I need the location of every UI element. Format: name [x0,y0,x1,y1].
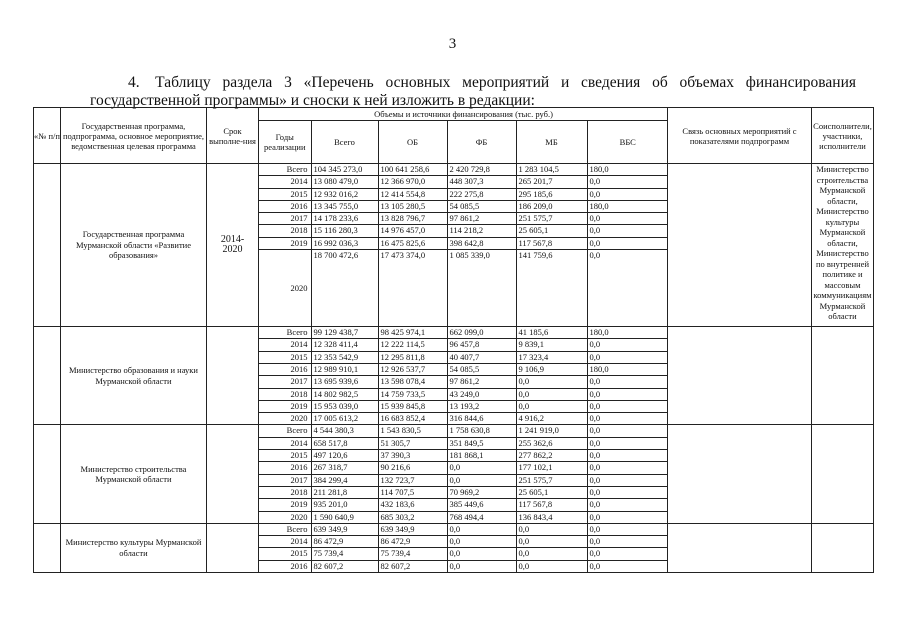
funding-row [259,499,668,511]
funding-row [259,413,668,425]
funding-row [259,164,668,176]
funding-row [259,339,668,351]
program-block [34,523,874,572]
block-link-cell [668,425,812,523]
year-cell: 2016 [259,200,311,212]
vbs-cell: 0,0 [587,548,668,560]
ob-cell: 15 939 845,8 [378,400,447,412]
vbs-cell: 180,0 [587,363,668,375]
funding-row [259,237,668,249]
fb-cell: 114 218,2 [447,225,516,237]
ob-cell: 14 976 457,0 [378,225,447,237]
total-cell: 12 932 016,2 [311,188,378,200]
mb-cell: 117 567,8 [516,499,587,511]
header-years: Годы реализации [259,121,311,163]
vbs-cell: 0,0 [587,413,668,425]
mb-cell: 0,0 [516,536,587,548]
fb-cell: 0,0 [447,560,516,572]
year-cell: 2015 [259,450,311,462]
year-cell: 2020 [259,511,311,523]
fb-cell: 70 969,2 [447,486,516,498]
header-program: Государственная программа, подпрограмма, основное мероприятие, ведомственная целевая программа [61,108,207,164]
block-funding-table [259,327,668,424]
ob-cell: 75 739,4 [378,548,447,560]
block-term [207,327,259,425]
total-cell: 16 992 036,3 [311,237,378,249]
header-coexecutors: Соисполнители, участники, исполнители [812,108,874,164]
fb-cell: 448 307,3 [447,176,516,188]
year-cell: Всего [259,524,311,536]
year-cell: 2015 [259,351,311,363]
funding-row [259,536,668,548]
total-cell: 935 201,0 [311,499,378,511]
block-link-cell [668,164,812,327]
block-num-cell [34,327,61,425]
total-cell: 82 607,2 [311,560,378,572]
mb-cell: 17 323,4 [516,351,587,363]
funding-row [259,250,668,327]
ob-cell: 16 475 825,6 [378,237,447,249]
ob-cell: 1 543 830,5 [378,425,447,437]
block-num-cell [34,425,61,523]
total-cell: 13 695 939,6 [311,376,378,388]
year-cell: 2016 [259,363,311,375]
ob-cell: 13 105 280,5 [378,200,447,212]
total-cell: 104 345 273,0 [311,164,378,176]
year-cell: 2017 [259,213,311,225]
heading-line-2: государственной программы» и сноски к ней изложить в редакции: [90,92,535,109]
ob-cell: 17 473 374,0 [378,250,447,327]
year-cell: 2019 [259,400,311,412]
vbs-cell: 180,0 [587,200,668,212]
header-funding-group: Объемы и источники финансирования (тыс. руб.) [259,108,668,121]
year-cell: 2016 [259,462,311,474]
year-cell: 2014 [259,339,311,351]
mb-cell: 25 605,1 [516,486,587,498]
total-cell: 86 472,9 [311,536,378,548]
block-program-name: Министерство строительства Мурманской области [61,425,207,523]
fb-cell: 1 758 630,8 [447,425,516,437]
ob-cell: 12 414 554,8 [378,188,447,200]
block-program-name: Министерство образования и науки Мурманской области [61,327,207,425]
year-cell: Всего [259,425,311,437]
year-cell: 2014 [259,536,311,548]
block-num-cell [34,164,61,327]
vbs-cell: 0,0 [587,213,668,225]
year-cell: 2014 [259,176,311,188]
fb-cell: 0,0 [447,462,516,474]
vbs-cell: 0,0 [587,437,668,449]
fb-cell: 662 099,0 [447,327,516,339]
total-cell: 12 353 542,9 [311,351,378,363]
funding-row [259,560,668,572]
header-total: Всего [311,121,378,163]
header-mb: МБ [516,121,587,163]
total-cell: 14 802 982,5 [311,388,378,400]
vbs-cell: 180,0 [587,327,668,339]
ob-cell: 12 926 537,7 [378,363,447,375]
year-cell: 2016 [259,560,311,572]
total-cell: 15 953 039,0 [311,400,378,412]
year-cell: 2020 [259,250,311,327]
mb-cell: 251 575,7 [516,213,587,225]
total-cell: 14 178 233,6 [311,213,378,225]
program-block [34,327,874,425]
header-row [34,108,874,164]
ob-cell: 132 723,7 [378,474,447,486]
fb-cell: 222 275,8 [447,188,516,200]
ob-cell: 12 295 811,8 [378,351,447,363]
funding-row [259,400,668,412]
total-cell: 15 116 280,3 [311,225,378,237]
ob-cell: 14 759 733,5 [378,388,447,400]
block-term: 2014- 2020 [207,164,259,327]
year-cell: 2015 [259,548,311,560]
mb-cell: 0,0 [516,548,587,560]
program-block [34,164,874,327]
funding-row [259,200,668,212]
funding-row [259,524,668,536]
mb-cell: 1 283 104,5 [516,164,587,176]
year-cell: 2017 [259,376,311,388]
mb-cell: 9 839,1 [516,339,587,351]
fb-cell: 97 861,2 [447,376,516,388]
ob-cell: 100 641 258,6 [378,164,447,176]
block-num-cell [34,523,61,572]
ob-cell: 13 598 078,4 [378,376,447,388]
vbs-cell: 0,0 [587,339,668,351]
mb-cell: 9 106,9 [516,363,587,375]
mb-cell: 25 605,1 [516,225,587,237]
ob-cell: 16 683 852,4 [378,413,447,425]
fb-cell: 2 420 729,8 [447,164,516,176]
mb-cell: 0,0 [516,524,587,536]
funding-row [259,225,668,237]
block-funding-cell [259,425,668,523]
year-cell: 2019 [259,237,311,249]
mb-cell: 1 241 919,0 [516,425,587,437]
ob-cell: 13 828 796,7 [378,213,447,225]
year-cell: 2018 [259,388,311,400]
total-cell: 384 299,4 [311,474,378,486]
mb-cell: 186 209,0 [516,200,587,212]
funding-row [259,450,668,462]
fb-cell: 1 085 339,0 [447,250,516,327]
fb-cell: 0,0 [447,524,516,536]
header-term: Срок выполне-ния [207,108,259,164]
vbs-cell: 0,0 [587,388,668,400]
total-cell: 13 345 755,0 [311,200,378,212]
vbs-cell: 0,0 [587,351,668,363]
vbs-cell: 0,0 [587,225,668,237]
block-coexecutors [812,327,874,425]
fb-cell: 398 642,8 [447,237,516,249]
vbs-cell: 0,0 [587,524,668,536]
total-cell: 13 080 479,0 [311,176,378,188]
funding-row [259,188,668,200]
total-cell: 211 281,8 [311,486,378,498]
total-cell: 1 590 640,9 [311,511,378,523]
year-cell: 2018 [259,225,311,237]
vbs-cell: 0,0 [587,486,668,498]
vbs-cell: 0,0 [587,536,668,548]
funding-row [259,376,668,388]
block-funding-cell [259,327,668,425]
fb-cell: 0,0 [447,536,516,548]
total-cell: 18 700 472,6 [311,250,378,327]
block-program-name: Государственная программа Мурманской области «Развитие образования» [61,164,207,327]
block-coexecutors [812,523,874,572]
block-link-cell [668,327,812,425]
mb-cell: 265 201,7 [516,176,587,188]
block-funding-cell [259,523,668,572]
block-link-cell [668,523,812,572]
funding-row [259,327,668,339]
funding-row [259,474,668,486]
block-coexecutors [812,425,874,523]
ob-cell: 432 183,6 [378,499,447,511]
year-cell: 2018 [259,486,311,498]
year-cell: 2020 [259,413,311,425]
fb-cell: 385 449,6 [447,499,516,511]
mb-cell: 0,0 [516,400,587,412]
mb-cell: 177 102,1 [516,462,587,474]
vbs-cell: 0,0 [587,560,668,572]
fb-cell: 0,0 [447,548,516,560]
funding-row [259,351,668,363]
ob-cell: 12 222 114,5 [378,339,447,351]
vbs-cell: 0,0 [587,376,668,388]
header-fb: ФБ [447,121,516,163]
block-term [207,523,259,572]
funding-row [259,388,668,400]
fb-cell: 96 457,8 [447,339,516,351]
mb-cell: 41 185,6 [516,327,587,339]
vbs-cell: 0,0 [587,474,668,486]
fb-cell: 43 249,0 [447,388,516,400]
mb-cell: 0,0 [516,388,587,400]
vbs-cell: 0,0 [587,462,668,474]
mb-cell: 277 862,2 [516,450,587,462]
year-cell: 2014 [259,437,311,449]
fb-cell: 97 861,2 [447,213,516,225]
total-cell: 658 517,8 [311,437,378,449]
year-cell: Всего [259,164,311,176]
fb-cell: 13 193,2 [447,400,516,412]
header-num: «№ п/п [34,108,61,164]
ob-cell: 90 216,6 [378,462,447,474]
vbs-cell: 0,0 [587,250,668,327]
fb-cell: 0,0 [447,474,516,486]
year-cell: Всего [259,327,311,339]
header-link: Связь основных мероприятий с показателями подпрограмм [668,108,812,164]
fb-cell: 181 868,1 [447,450,516,462]
funding-row [259,176,668,188]
block-coexecutors: Министерство строительства Мурманской области, Министерство культуры Мурманской области, Министерство по внутренней политике и массовым коммуникациям Мурманской области [812,164,874,327]
total-cell: 267 318,7 [311,462,378,474]
mb-cell: 0,0 [516,560,587,572]
fb-cell: 316 844,6 [447,413,516,425]
total-cell: 99 129 438,7 [311,327,378,339]
fb-cell: 40 407,7 [447,351,516,363]
funding-row [259,486,668,498]
vbs-cell: 180,0 [587,164,668,176]
ob-cell: 685 303,2 [378,511,447,523]
vbs-cell: 0,0 [587,511,668,523]
mb-cell: 117 567,8 [516,237,587,249]
block-funding-table [259,524,668,572]
mb-cell: 4 916,2 [516,413,587,425]
document-heading [90,74,856,110]
fb-cell: 54 085,5 [447,363,516,375]
vbs-cell: 0,0 [587,499,668,511]
ob-cell: 86 472,9 [378,536,447,548]
fb-cell: 351 849,5 [447,437,516,449]
funding-row [259,548,668,560]
mb-cell: 136 843,4 [516,511,587,523]
funding-row [259,511,668,523]
header-vbs: ВБС [587,121,668,163]
ob-cell: 98 425 974,1 [378,327,447,339]
total-cell: 4 544 380,3 [311,425,378,437]
year-cell: 2017 [259,474,311,486]
heading-line-1: 4. Таблицу раздела 3 «Перечень основных мероприятий и сведения об объемах финансирования [128,74,856,91]
funding-row [259,462,668,474]
vbs-cell: 0,0 [587,450,668,462]
ob-cell: 12 366 970,0 [378,176,447,188]
ob-cell: 114 707,5 [378,486,447,498]
block-program-name: Министерство культуры Мурманской области [61,523,207,572]
page-number: 3 [448,36,457,52]
vbs-cell: 0,0 [587,188,668,200]
vbs-cell: 0,0 [587,237,668,249]
block-funding-table [259,425,668,522]
mb-cell: 141 759,6 [516,250,587,327]
year-cell: 2019 [259,499,311,511]
ob-cell: 51 305,7 [378,437,447,449]
total-cell: 12 989 910,1 [311,363,378,375]
mb-cell: 295 185,6 [516,188,587,200]
block-funding-cell [259,164,668,327]
total-cell: 639 349,9 [311,524,378,536]
total-cell: 75 739,4 [311,548,378,560]
program-block [34,425,874,523]
fb-cell: 768 494,4 [447,511,516,523]
year-cell: 2015 [259,188,311,200]
vbs-cell: 0,0 [587,176,668,188]
block-term [207,425,259,523]
financing-table [33,107,874,573]
ob-cell: 82 607,2 [378,560,447,572]
mb-cell: 255 362,6 [516,437,587,449]
mb-cell: 0,0 [516,376,587,388]
total-cell: 12 328 411,4 [311,339,378,351]
funding-row [259,213,668,225]
total-cell: 497 120,6 [311,450,378,462]
mb-cell: 251 575,7 [516,474,587,486]
block-funding-table [259,164,668,326]
header-funding [259,108,668,164]
funding-row [259,425,668,437]
header-ob: ОБ [378,121,447,163]
ob-cell: 639 349,9 [378,524,447,536]
funding-row [259,363,668,375]
vbs-cell: 0,0 [587,400,668,412]
fb-cell: 54 085,5 [447,200,516,212]
vbs-cell: 0,0 [587,425,668,437]
funding-row [259,437,668,449]
total-cell: 17 005 613,2 [311,413,378,425]
ob-cell: 37 390,3 [378,450,447,462]
